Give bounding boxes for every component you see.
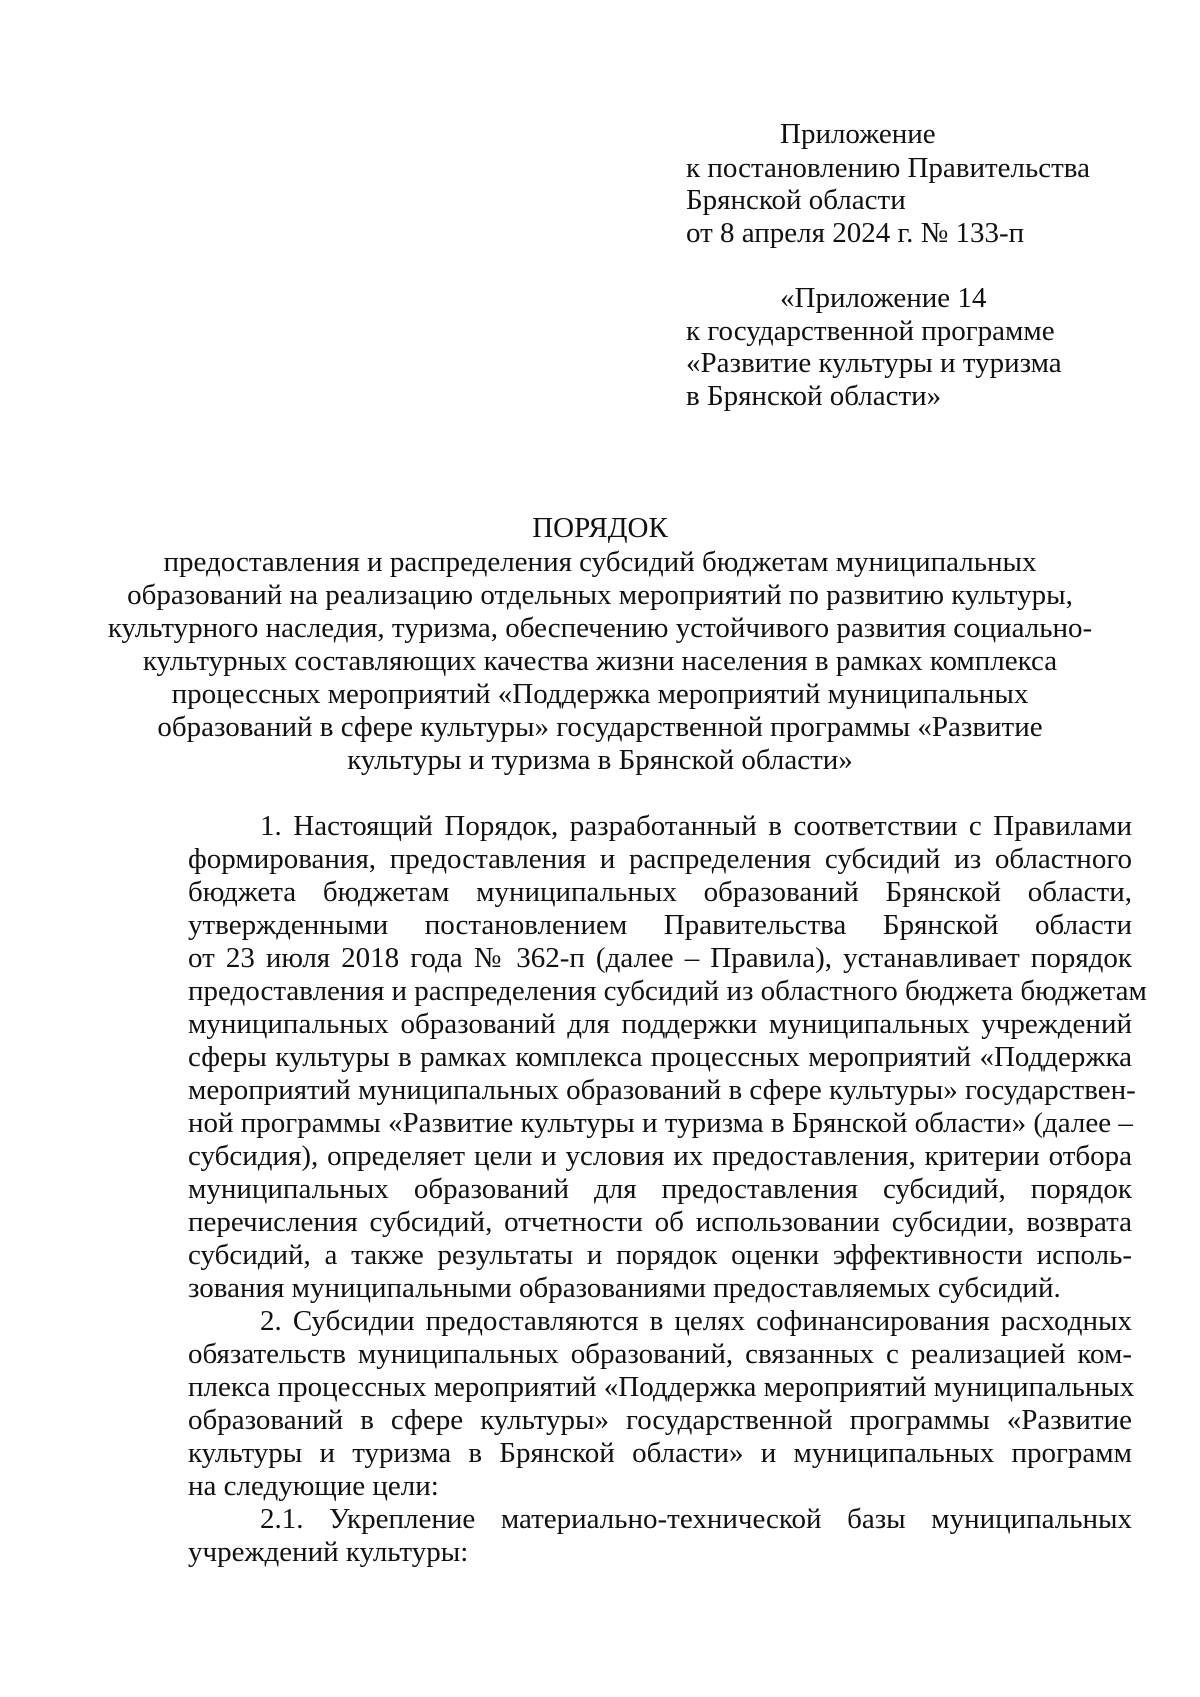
paragraph-line: культуры и туризма в Брянской области» и муниципальных программ: [188, 1437, 1132, 1469]
paragraph-line: утвержденными постановлением Правительства Брянской области: [188, 909, 1132, 941]
paragraph-line: перечисления субсидий, отчетности об использовании субсидии, возврата: [188, 1206, 1132, 1238]
document-title: ПОРЯДОК: [532, 512, 668, 544]
program-appendix-line-4: в Брянской области»: [686, 380, 942, 412]
paragraph-line: учреждений культуры:: [188, 1536, 469, 1568]
paragraph-line: предоставления и распределения субсидий из областного бюджета бюджетам: [188, 975, 1147, 1007]
paragraph-line: на следующие цели:: [188, 1470, 439, 1502]
title-subline: образований на реализацию отдельных мероприятий по развитию культуры,: [127, 579, 1073, 611]
paragraph-line: 2. Субсидии предоставляются в целях софинансирования расходных: [260, 1305, 1132, 1337]
paragraph-line: 1. Настоящий Порядок, разработанный в соответствии с Правилами: [260, 810, 1132, 842]
paragraph-line: сферы культуры в рамках комплекса процессных мероприятий «Поддержка: [188, 1041, 1132, 1073]
title-subline: культуры и туризма в Брянской области»: [347, 744, 853, 776]
title-subline: процессных мероприятий «Поддержка мероприятий муниципальных: [171, 678, 1029, 710]
appendix-region-line: Брянской области: [686, 184, 906, 216]
paragraph-line: мероприятий муниципальных образований в сфере культуры» государствен-: [188, 1074, 1136, 1106]
paragraph-line: муниципальных образований для предоставления субсидий, порядок: [188, 1173, 1132, 1205]
title-subline: культурного наследия, туризма, обеспечению устойчивого развития социально-: [107, 612, 1093, 644]
paragraph-line: 2.1. Укрепление материально-технической базы муниципальных: [260, 1503, 1132, 1535]
appendix-label: Приложение: [780, 118, 936, 150]
paragraph-line: субсидия), определяет цели и условия их предоставления, критерии отбора: [188, 1140, 1132, 1172]
paragraph-line: обязательств муниципальных образований, связанных с реализацией ком-: [188, 1338, 1132, 1370]
paragraph-line: плекса процессных мероприятий «Поддержка мероприятий муниципальных: [188, 1371, 1135, 1403]
program-appendix-line-3: «Развитие культуры и туризма: [686, 347, 1062, 379]
paragraph-line: муниципальных образований для поддержки муниципальных учреждений: [188, 1008, 1132, 1040]
paragraph-line: ной программы «Развитие культуры и туризма в Брянской области» (далее –: [188, 1107, 1133, 1139]
paragraph-line: формирования, предоставления и распределения субсидий из областного: [188, 843, 1132, 875]
program-appendix-label: «Приложение 14: [780, 282, 987, 314]
title-subline: предоставления и распределения субсидий бюджетам муниципальных: [163, 546, 1037, 578]
paragraph-line: образований в сфере культуры» государственной программы «Развитие: [188, 1404, 1132, 1436]
appendix-resolution-line: к постановлению Правительства: [686, 152, 1090, 184]
paragraph-line: бюджета бюджетам муниципальных образований Брянской области,: [188, 876, 1132, 908]
appendix-date-number-line: от 8 апреля 2024 г. № 133-п: [686, 217, 1025, 249]
program-appendix-line-2: к государственной программе: [686, 315, 1055, 347]
title-subline: культурных составляющих качества жизни населения в рамках комплекса: [142, 645, 1058, 677]
title-subline: образований в сфере культуры» государственной программы «Развитие: [157, 711, 1043, 743]
paragraph-line: зования муниципальными образованиями предоставляемых субсидий.: [188, 1272, 1061, 1304]
paragraph-line: от 23 июля 2018 года № 362-п (далее – Правила), устанавливает порядок: [188, 942, 1132, 974]
paragraph-line: субсидий, а также результаты и порядок оценки эффективности исполь-: [188, 1239, 1132, 1271]
